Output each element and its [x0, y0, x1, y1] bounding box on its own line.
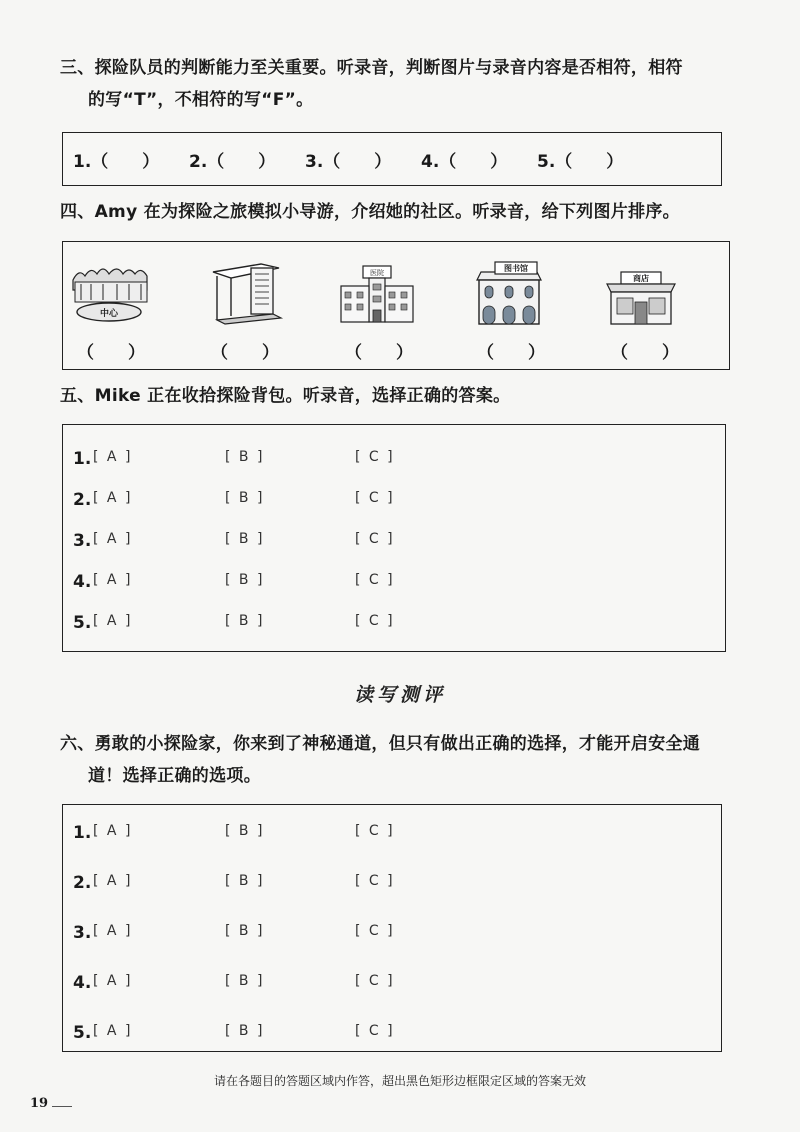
- tf-answer-3[interactable]: 3.（ ）: [305, 152, 392, 172]
- reading-writing-header: 读写测评: [353, 684, 446, 706]
- hospital-icon: [335, 258, 419, 330]
- option-a-bubble[interactable]: [ A ]: [93, 923, 133, 939]
- option-b-bubble[interactable]: [ B ]: [225, 490, 265, 506]
- shop-icon: [599, 258, 683, 330]
- shop-sign: 商店: [633, 274, 649, 283]
- option-a-bubble[interactable]: [ A ]: [93, 873, 133, 889]
- tf-answer-1[interactable]: 1.（ ）: [73, 152, 160, 172]
- tf-answer-2[interactable]: 2.（ ）: [189, 152, 276, 172]
- option-b-bubble[interactable]: [ B ]: [225, 973, 265, 989]
- option-c-bubble[interactable]: [ C ]: [355, 973, 395, 989]
- option-c-bubble[interactable]: [ C ]: [355, 1023, 395, 1039]
- park-sign: 中心: [99, 309, 119, 319]
- option-a-bubble[interactable]: [ A ]: [93, 973, 133, 989]
- option-c-bubble[interactable]: [ C ]: [355, 923, 395, 939]
- section5-answer-box: 1. [ A ] [ B ] [ C ] 2. [ A ] [ B ] [ C ] 3. [ A ] [ B ] [ C ] 4. [ A ] [ B ] [ C ] 5. [ A ] [ B ] [ C ]: [62, 424, 726, 652]
- section6-title: 六、勇敢的小探险家，你来到了神秘通道，但只有做出正确的选择，才能开启安全通 道！选择正确的选项。: [60, 734, 701, 786]
- library-sign: 图书馆: [504, 264, 528, 273]
- option-c-bubble[interactable]: [ C ]: [355, 531, 395, 547]
- option-a-bubble[interactable]: [ A ]: [93, 490, 133, 506]
- option-b-bubble[interactable]: [ B ]: [225, 873, 265, 889]
- hospital-sign: 医院: [370, 269, 384, 277]
- section3-title: 三、探险队员的判断能力至关重要。听录音，判断图片与录音内容是否相符，相符 的写“T”，不相符的写“F”。: [60, 58, 683, 110]
- answer-area-footer-note: 请在各题目的答题区域内作答，超出黑色矩形边框限定区域的答案无效: [213, 1074, 586, 1088]
- order-blank-1[interactable]: （ ）: [77, 343, 145, 363]
- tf-answer-4[interactable]: 4.（ ）: [421, 152, 508, 172]
- option-b-bubble[interactable]: [ B ]: [225, 572, 265, 588]
- section4-picture-box: [62, 241, 730, 370]
- option-a-bubble[interactable]: [ A ]: [93, 823, 133, 839]
- bus-stop-icon: [203, 258, 287, 330]
- option-b-bubble[interactable]: [ B ]: [225, 1023, 265, 1039]
- section4-title: 四、Amy 在为探险之旅模拟小导游，介绍她的社区。听录音，给下列图片排序。: [60, 202, 680, 222]
- option-b-bubble[interactable]: [ B ]: [225, 449, 265, 465]
- option-c-bubble[interactable]: [ C ]: [355, 823, 395, 839]
- library-icon: [467, 258, 551, 330]
- tf-answer-5[interactable]: 5.（ ）: [537, 152, 624, 172]
- page-number: 19: [30, 1096, 49, 1111]
- option-a-bubble[interactable]: [ A ]: [93, 531, 133, 547]
- option-b-bubble[interactable]: [ B ]: [225, 823, 265, 839]
- option-b-bubble[interactable]: [ B ]: [225, 923, 265, 939]
- option-a-bubble[interactable]: [ A ]: [93, 1023, 133, 1039]
- option-c-bubble[interactable]: [ C ]: [355, 613, 395, 629]
- order-blank-5[interactable]: （ ）: [611, 343, 679, 363]
- option-a-bubble[interactable]: [ A ]: [93, 572, 133, 588]
- order-blank-3[interactable]: （ ）: [345, 343, 413, 363]
- option-c-bubble[interactable]: [ C ]: [355, 490, 395, 506]
- order-blank-4[interactable]: （ ）: [477, 343, 545, 363]
- section3-answer-box: [62, 132, 722, 186]
- order-blank-2[interactable]: （ ）: [211, 343, 279, 363]
- section6-answer-box: 1. [ A ] [ B ] [ C ] 2. [ A ] [ B ] [ C ] 3. [ A ] [ B ] [ C ] 4. [ A ] [ B ] [ C ] 5. [ A ] [ B ] [ C ]: [62, 804, 722, 1052]
- option-b-bubble[interactable]: [ B ]: [225, 613, 265, 629]
- option-c-bubble[interactable]: [ C ]: [355, 572, 395, 588]
- page-number-divider: [52, 1106, 72, 1107]
- option-c-bubble[interactable]: [ C ]: [355, 449, 395, 465]
- option-a-bubble[interactable]: [ A ]: [93, 449, 133, 465]
- option-a-bubble[interactable]: [ A ]: [93, 613, 133, 629]
- option-c-bubble[interactable]: [ C ]: [355, 873, 395, 889]
- park-icon: [69, 258, 153, 330]
- section5-title: 五、Mike 正在收拾探险背包。听录音，选择正确的答案。: [60, 386, 511, 406]
- option-b-bubble[interactable]: [ B ]: [225, 531, 265, 547]
